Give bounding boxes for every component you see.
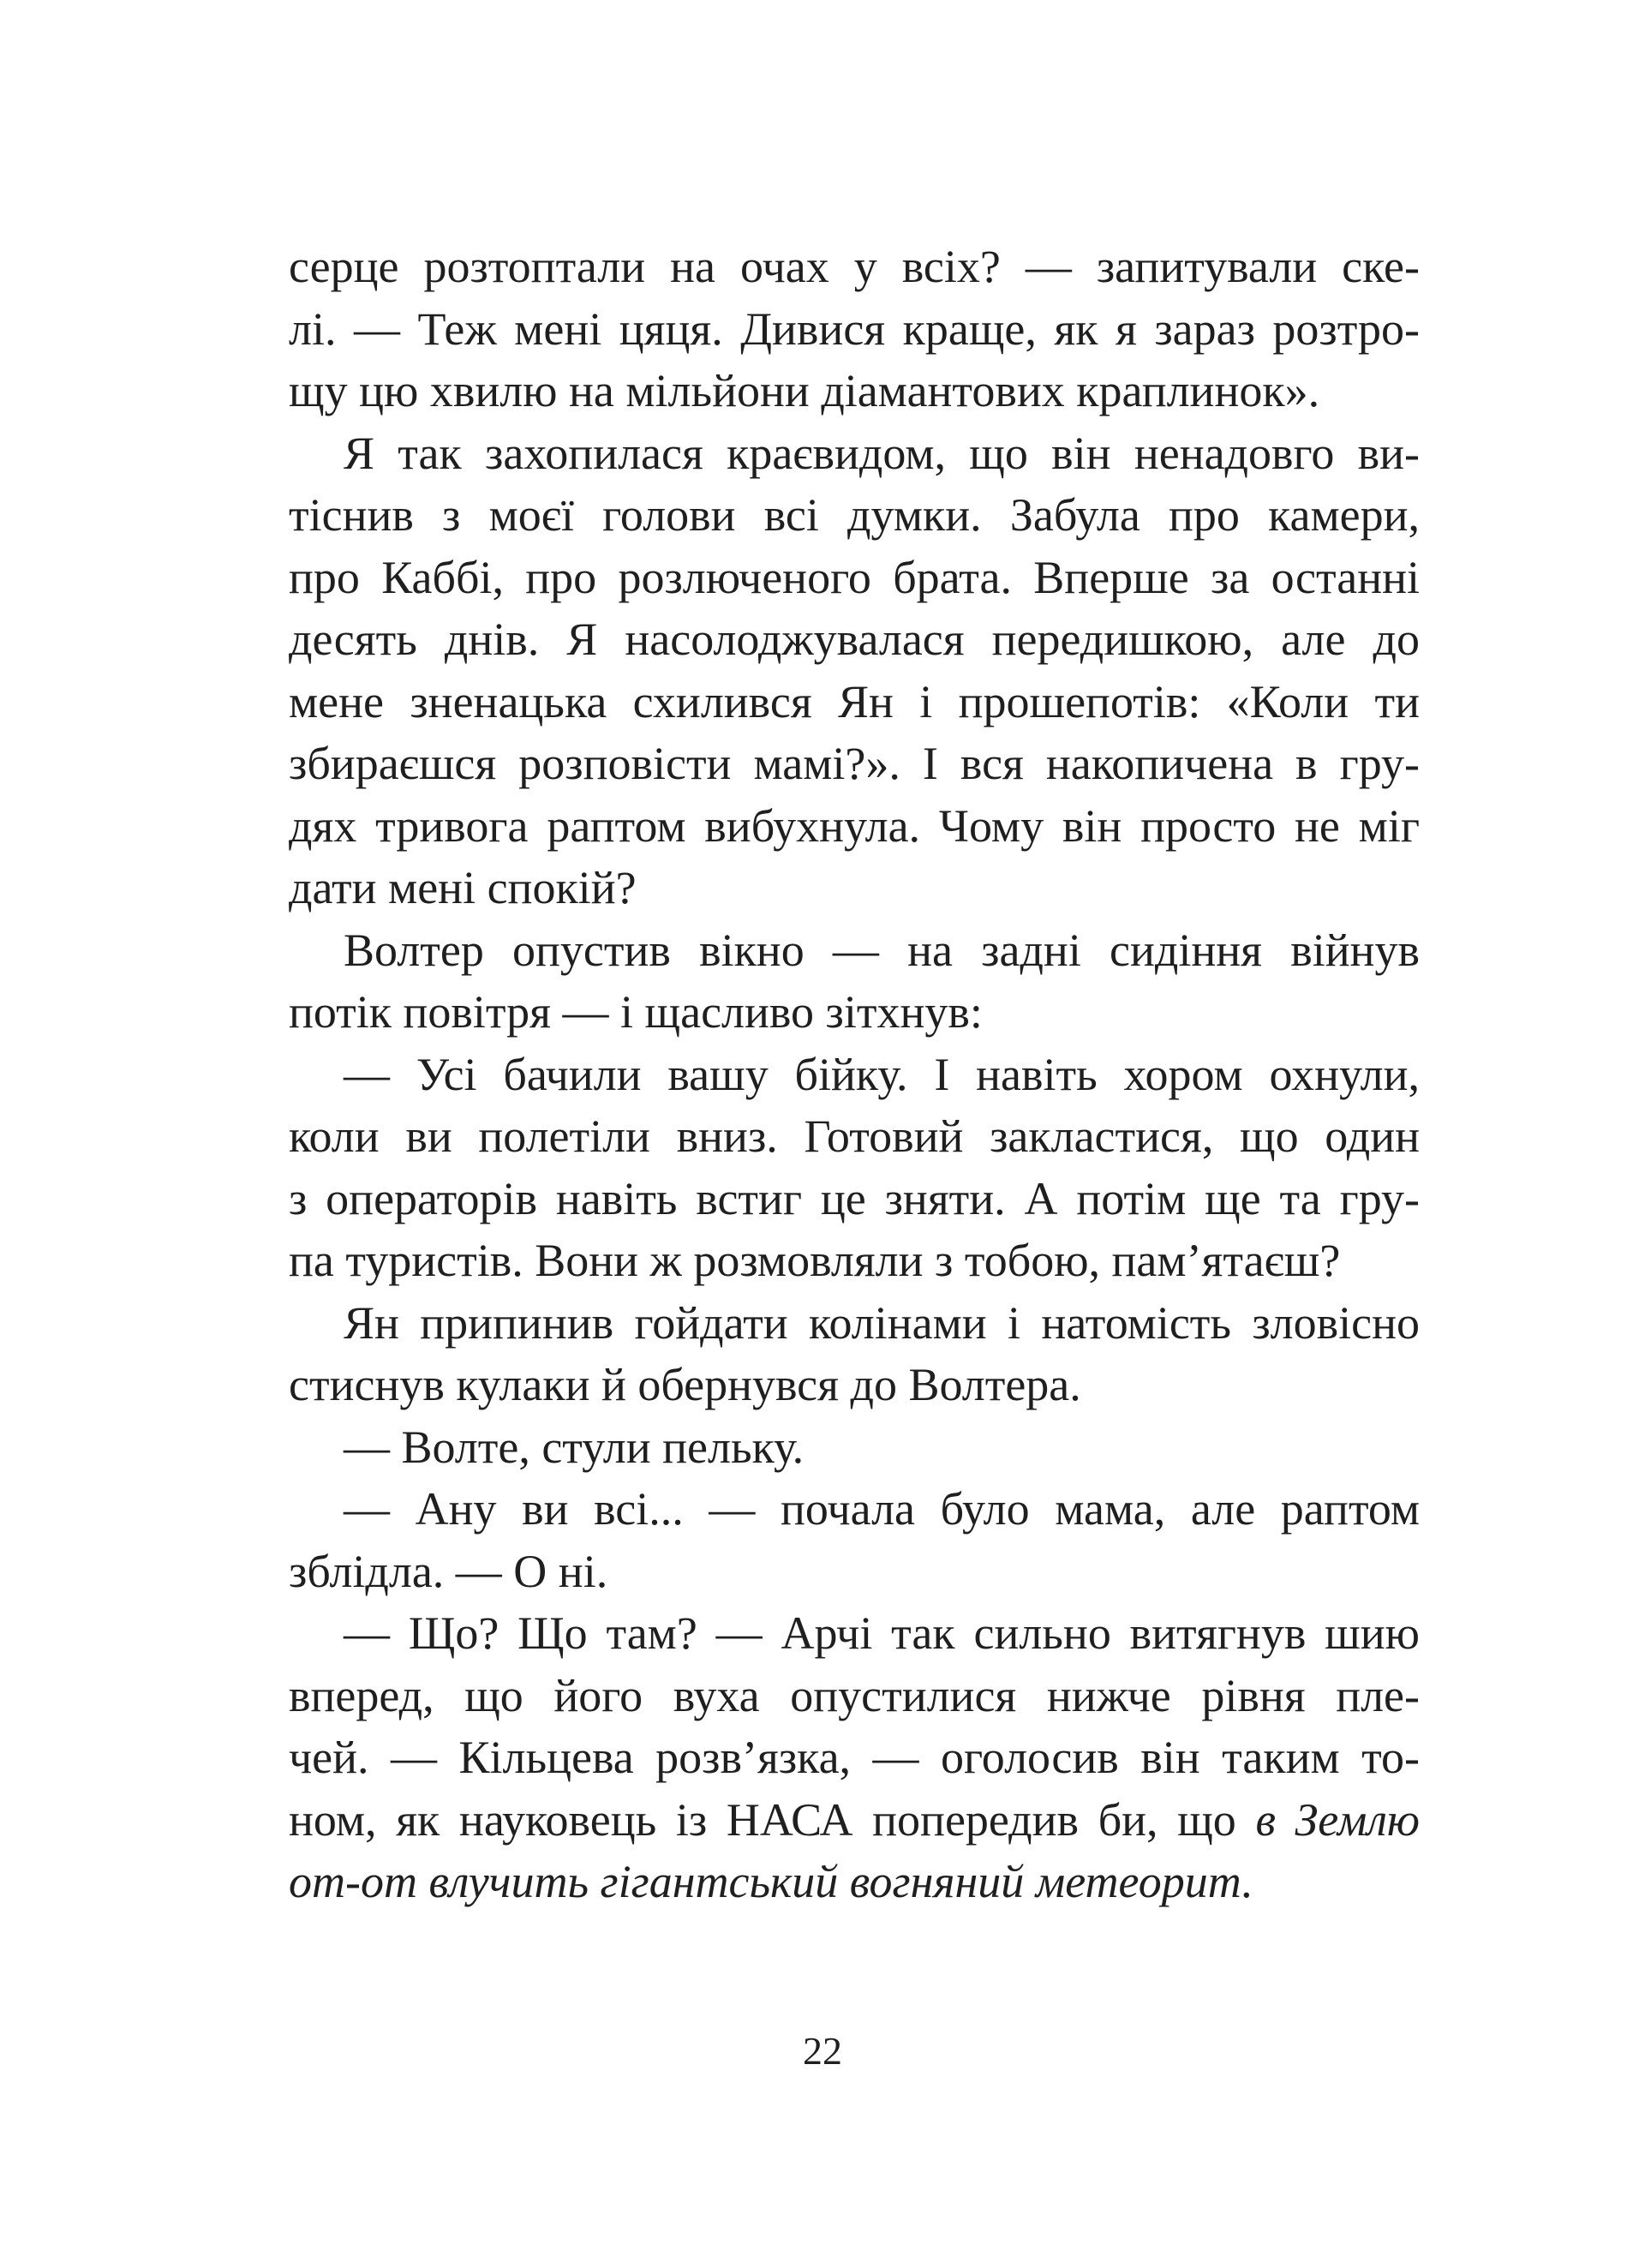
text-line: з операторів навіть встиг це зняти. А потім ще та гру- [289, 1172, 1420, 1224]
paragraph-first-line: Волтер опустив вікно — на задні сидіння війнув [344, 924, 1420, 976]
text-line: лі. — Теж мені цяця. Дивися краще, як я зараз розтро- [289, 302, 1420, 355]
text-line: збираєшся розповісти мамі?». І вся накопичена в гру- [289, 738, 1420, 789]
text-line-italic: от-от влучить гігантський вогняний метеорит. [289, 1856, 1253, 1907]
page-number: 22 [803, 2029, 842, 2073]
text-line: десять днів. Я насолоджувалася передишкою, але до [289, 613, 1420, 665]
text-line-mixed [289, 1789, 1420, 1852]
text-line-italic-part: в Землю [1255, 1793, 1420, 1846]
text-line: чей. — Кільцева розв’язка, — оголосив він таким то- [289, 1732, 1420, 1783]
text-line: коли ви полетіли вниз. Готовий закластися, що один [289, 1110, 1420, 1162]
text-line-roman-part: ном, як науковець із НАСА попередив би, що [289, 1793, 1256, 1846]
text-line: щу цю хвилю на мільйони діамантових краплинок». [289, 365, 1320, 416]
paragraph-first-line: Ян припинив гойдати колінами і натомість зловісно [344, 1296, 1420, 1349]
body-text [289, 236, 1420, 1913]
text-line: серце розтоптали на очах у всіх? — запитували ске- [289, 241, 1420, 292]
dialogue-line: — Волте, стули пельку. [344, 1421, 805, 1473]
dialogue-line: — Що? Що там? — Арчі так сильно витягнув шию [344, 1607, 1420, 1659]
text-line: про Каббі, про розлюченого брата. Вперше за останні [289, 551, 1420, 603]
text-line: зблідла. — О ні. [289, 1545, 608, 1597]
text-line: тіснив з моєї голови всі думки. Забула про камери, [289, 489, 1420, 541]
text-line: дати мені спокій? [289, 862, 637, 913]
text-line: вперед, що його вуха опустилися нижче рівня пле- [289, 1669, 1420, 1721]
dialogue-line: — Ану ви всі... — почала було мама, але раптом [344, 1483, 1420, 1535]
text-line: дях тривога раптом вибухнула. Чому він просто не міг [289, 799, 1420, 852]
text-line: потік повітря — і щасливо зітхнув: [289, 986, 983, 1038]
text-line: па туристів. Вони ж розмовляли з тобою, пам’ятаєш? [289, 1235, 1341, 1286]
text-line: стиснув кулаки й обернувся до Волтера. [289, 1359, 1081, 1410]
dialogue-line: — Усі бачили вашу бійку. І навіть хором охнули, [344, 1048, 1420, 1100]
text-line: мене зненацька схилився Ян і прошепотів: «Коли ти [289, 675, 1420, 727]
paragraph-first-line: Я так захопилася краєвидом, що він ненадовго ви- [344, 427, 1420, 479]
